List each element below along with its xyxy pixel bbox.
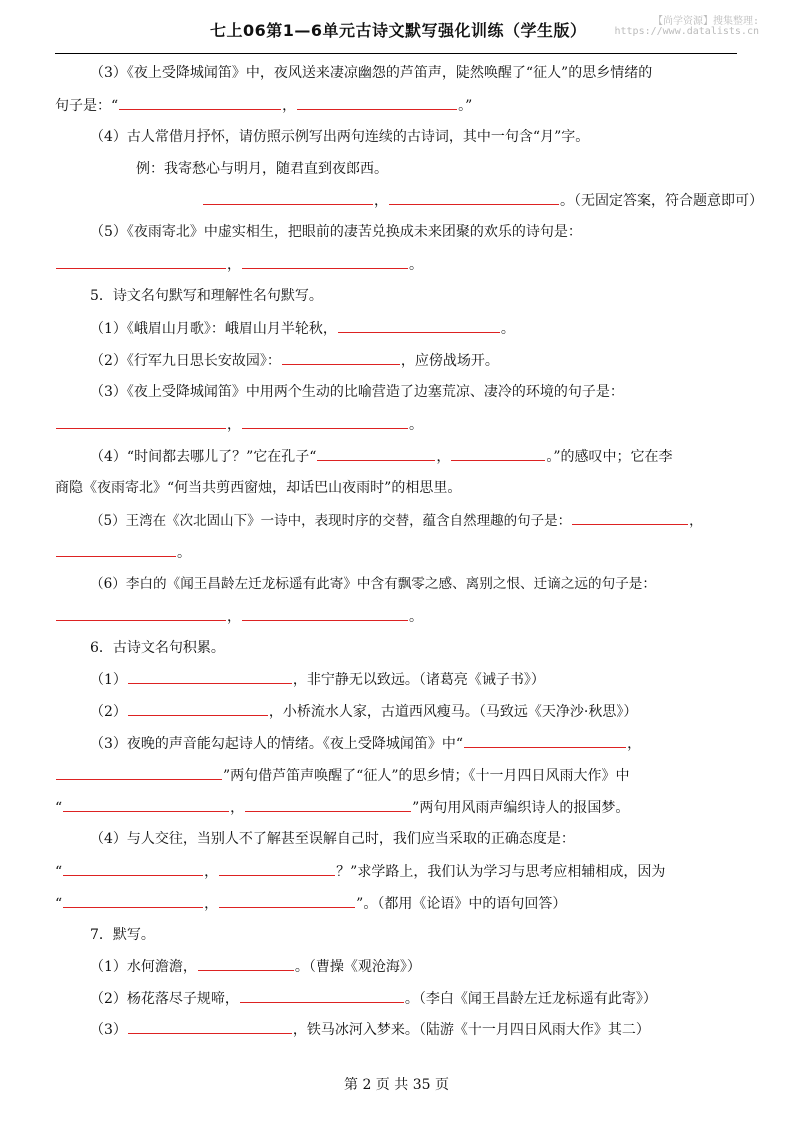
- answer-blank[interactable]: [338, 318, 500, 333]
- watermark-url: https://www.datalists.cn: [614, 26, 759, 37]
- text-line: “ ， ？”求学路上，我们认为学习与思考应相辅相成，因为: [55, 861, 665, 882]
- answer-blank[interactable]: [242, 606, 408, 621]
- answer-blank[interactable]: [242, 254, 408, 269]
- answer-blank[interactable]: [63, 893, 203, 908]
- answer-blank[interactable]: [451, 446, 545, 461]
- text-line: （3）《夜上受降城闻笛》中用两个生动的比喻营造了边塞荒凉、凄冷的环境的句子是：: [90, 384, 624, 400]
- section-heading: 6．古诗文名句积累。: [90, 640, 225, 656]
- text-line: （4）与人交往，当别人不了解甚至误解自己时，我们应当采取的正确态度是：: [90, 831, 575, 847]
- text-line: （3） ，铁马冰河入梦来。（陆游《十一月四日风雨大作》其二）: [90, 1019, 650, 1040]
- answer-blank[interactable]: [219, 861, 335, 876]
- answer-blank[interactable]: [56, 414, 226, 429]
- answer-blank[interactable]: [56, 542, 176, 557]
- text-line: （1） ，非宁静无以致远。（诸葛亮《诫子书》）: [90, 669, 545, 690]
- header-divider: [55, 53, 737, 54]
- text-line: （1）《峨眉山月歌》：峨眉山月半轮秋， 。: [90, 318, 515, 339]
- answer-blank[interactable]: [282, 350, 400, 365]
- answer-blank[interactable]: [63, 861, 203, 876]
- text-line: ， 。: [55, 254, 423, 275]
- text-line: 。: [55, 542, 191, 563]
- answer-blank[interactable]: [128, 701, 268, 716]
- text-line: ， 。: [55, 606, 423, 627]
- answer-blank[interactable]: [128, 669, 292, 684]
- page-number: 第 2 页 共 35 页: [344, 1077, 449, 1093]
- text-line: （2）杨花落尽子规啼， 。（李白《闻王昌龄左迁龙标遥有此寄》）: [90, 988, 657, 1009]
- text-line: （3）《夜上受降城闻笛》中，夜风送来凄凉幽怨的芦笛声，陡然唤醒了“征人”的思乡情绪的: [90, 65, 653, 81]
- text-line: 商隐《夜雨寄北》“何当共剪西窗烛，却话巴山夜雨时”的相思里。: [55, 480, 462, 496]
- text-line: 句子是：“ ， 。”: [55, 95, 472, 116]
- answer-blank[interactable]: [297, 95, 457, 110]
- answer-blank[interactable]: [242, 414, 408, 429]
- text-line: “ ， ”。（都用《论语》中的语句回答）: [55, 893, 566, 914]
- answer-blank[interactable]: [63, 797, 229, 812]
- text-line: ”两句借芦笛声唤醒了“征人”的思乡情；《十一月四日风雨大作》中: [55, 765, 629, 786]
- answer-blank[interactable]: [119, 95, 281, 110]
- text-line: （2）《行军九日思长安故园》： ，应傍战场开。: [90, 350, 499, 371]
- example-line: 例：我寄愁心与明月，随君直到夜郎西。: [136, 161, 388, 177]
- answer-blank[interactable]: [128, 1019, 292, 1034]
- text-line: （1）水何澹澹， 。（曹操《观沧海》）: [90, 956, 421, 977]
- answer-blank[interactable]: [198, 956, 294, 971]
- answer-blank[interactable]: [219, 893, 355, 908]
- section-heading: 5．诗文名句默写和理解性名句默写。: [90, 288, 323, 304]
- answer-blank[interactable]: [56, 254, 226, 269]
- section-heading: 7．默写。: [90, 927, 155, 943]
- answer-blank[interactable]: [572, 510, 688, 525]
- text-line: （4）古人常借月抒怀，请仿照示例写出两句连续的古诗词，其中一句含“月”字。: [90, 129, 590, 145]
- text-line: （5）王湾在《次北固山下》一诗中，表现时序的交替，蕴含自然理趣的句子是： ，: [90, 510, 703, 531]
- text-line: ， 。: [55, 414, 423, 435]
- text-line: ， 。（无固定答案，符合题意即可）: [202, 190, 763, 211]
- answer-blank[interactable]: [389, 190, 559, 205]
- answer-blank[interactable]: [56, 765, 222, 780]
- answer-blank[interactable]: [56, 606, 226, 621]
- text-line: “ ， ”两句用风雨声编织诗人的报国梦。: [55, 797, 629, 818]
- answer-blank[interactable]: [464, 733, 626, 748]
- text-line: （4）“时间都去哪儿了？”它在孔子“ ， 。”的感叹中；它在李: [90, 446, 673, 467]
- answer-blank[interactable]: [203, 190, 373, 205]
- answer-blank[interactable]: [245, 797, 411, 812]
- text-line: （3）夜晚的声音能勾起诗人的情绪。《夜上受降城闻笛》中“ ，: [90, 733, 641, 754]
- watermark-text: 【尚学资源】搜集整理:: [652, 16, 759, 27]
- text-line: （6）李白的《闻王昌龄左迁龙标遥有此寄》中含有飘零之感、离别之恨、迁谪之远的句子是：: [90, 576, 656, 592]
- answer-blank[interactable]: [317, 446, 435, 461]
- text-line: （5）《夜雨寄北》中虚实相生，把眼前的凄苦兑换成未来团聚的欢乐的诗句是：: [90, 224, 582, 240]
- text-line: （2） ，小桥流水人家，古道西风瘦马。（马致远《天净沙·秋思》）: [90, 701, 637, 722]
- answer-blank[interactable]: [240, 988, 404, 1003]
- page-title: 七上06第1—6单元古诗文默写强化训练（学生版）: [210, 21, 587, 40]
